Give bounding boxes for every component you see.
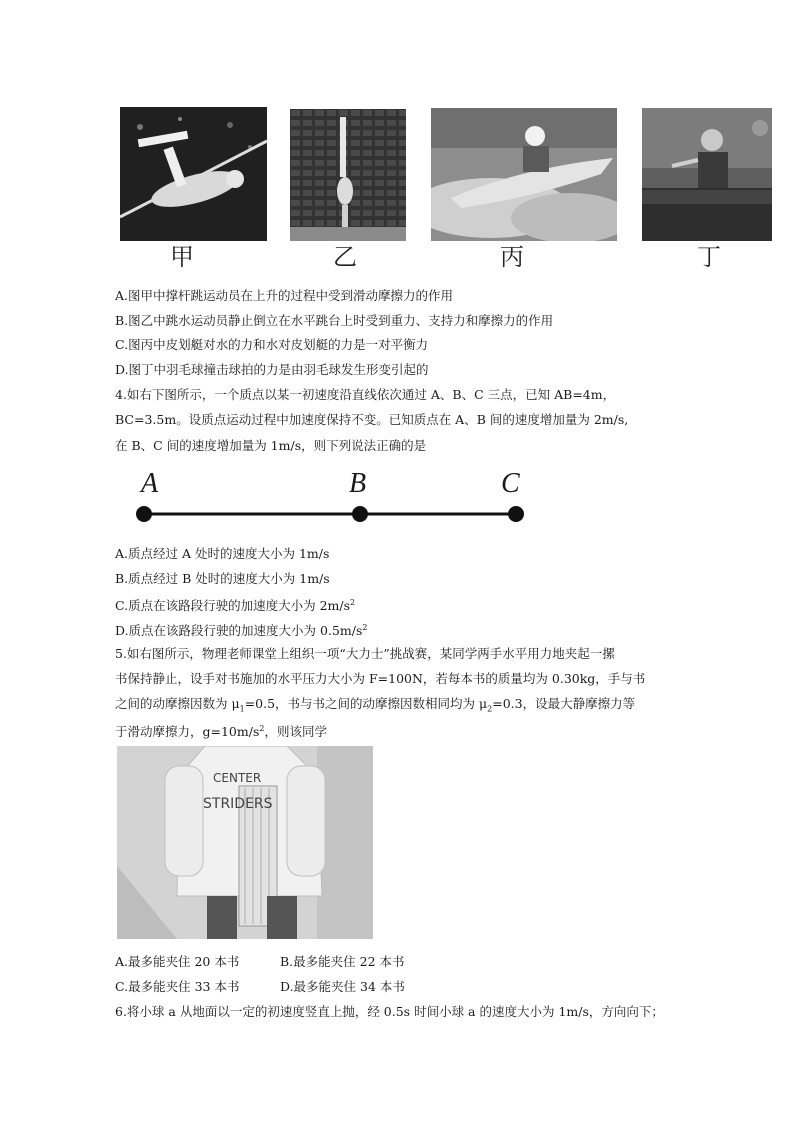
photo-student-holding-books: [117, 746, 373, 939]
caption-bing: 丙: [500, 243, 524, 271]
label-c: C: [501, 468, 520, 499]
q4-option-d-text: D.质点在该路段行驶的加速度大小为 0.5m/s: [115, 623, 363, 639]
point-b-dot: [352, 506, 368, 522]
q5-option-b: B.最多能夹住 22 本书: [280, 954, 405, 969]
q5-line4-a: 于滑动摩擦力，g=10m/s: [115, 724, 260, 740]
q5-line4-b: ，则该同学: [264, 724, 327, 740]
point-c-dot: [508, 506, 524, 522]
abc-line-diagram: [120, 468, 540, 530]
q5-stem-line2: 书保持静止，设手对书施加的水平压力大小为 F=100N，若每本书的质量均为 0.30kg，手与书: [115, 671, 646, 686]
q5-option-a: A.最多能夹住 20 本书: [115, 954, 240, 969]
badminton-illustration: [642, 108, 772, 241]
pole-vault-illustration: [120, 107, 267, 241]
q4-option-a: A.质点经过 A 处时的速度大小为 1m/s: [115, 546, 330, 561]
q5-line3-sub2: 2: [487, 704, 493, 714]
q4-option-c-sup: 2: [350, 598, 356, 607]
photo-pole-vault: [120, 107, 267, 241]
q4-option-d: [115, 620, 367, 639]
abc-line-svg: [120, 468, 540, 530]
q4-option-d-sup: 2: [362, 623, 368, 632]
photo-kayak: [431, 108, 617, 241]
q4-option-c-text: C.质点在该路段行驶的加速度大小为 2m/s: [115, 598, 350, 614]
q4-stem-line3: 在 B、C 间的速度增加量为 1m/s，则下列说法正确的是: [115, 438, 427, 453]
q3-option-c: C.图丙中皮划艇对水的力和水对皮划艇的力是一对平衡力: [115, 337, 429, 352]
q4-option-c: [115, 595, 355, 614]
q5-line3-sub1: 1: [239, 704, 245, 714]
photo-diving-handstand: [290, 109, 406, 241]
q5-line3-c: =0.3，设最大静摩擦力等: [492, 696, 636, 711]
point-a-dot: [136, 506, 152, 522]
kayak-illustration: [431, 108, 617, 241]
label-b: B: [349, 468, 367, 499]
caption-yi: 乙: [333, 243, 357, 271]
q4-stem-line2: BC=3.5m。设质点运动过程中加速度保持不变。已知质点在 A、B 间的速度增加量为 2m/s,: [115, 412, 629, 427]
q5-stem-line4: [115, 721, 327, 740]
q4-stem-line1: 4.如右下图所示，一个质点以某一初速度沿直线依次通过 A、B、C 三点，已知 AB=4m，: [115, 387, 616, 402]
q5-stem-line1: 5.如右图所示，物理老师课堂上组织一项“大力士”挑战赛，某同学两手水平用力地夹起一摞: [115, 646, 615, 661]
q3-option-a: A.图甲中撑杆跳运动员在上升的过程中受到滑动摩擦力的作用: [115, 288, 454, 303]
q5-option-c: C.最多能夹住 33 本书: [115, 979, 240, 994]
q5-option-d: D.最多能夹住 34 本书: [280, 979, 405, 994]
sweatshirt-text-center: CENTER: [213, 771, 262, 785]
caption-jia: 甲: [170, 243, 194, 271]
q3-option-d: D.图丁中羽毛球撞击球拍的力是由羽毛球发生形变引起的: [115, 362, 429, 377]
diving-illustration: [290, 109, 406, 241]
photo-badminton: [642, 108, 772, 241]
q5-stem-line3: [115, 696, 635, 718]
q3-option-b: B.图乙中跳水运动员静止倒立在水平跳台上时受到重力、支持力和摩擦力的作用: [115, 313, 554, 328]
caption-ding: 丁: [697, 243, 721, 271]
q6-stem-line1: 6.将小球 a 从地面以一定的初速度竖直上抛，经 0.5s 时间小球 a 的速度大小为 1m/s，方向向下；: [115, 1004, 664, 1019]
q5-line4-sup: 2: [259, 724, 265, 733]
q5-line3-b: =0.5，书与书之间的动摩擦因数相同均为 μ: [244, 696, 488, 711]
q5-line3-a: 之间的动摩擦因数为 μ: [115, 696, 240, 711]
student-illustration: [117, 746, 373, 939]
label-a: A: [141, 468, 159, 499]
sweatshirt-text-striders: STRIDERS: [203, 796, 273, 812]
q4-option-b: B.质点经过 B 处时的速度大小为 1m/s: [115, 571, 330, 586]
